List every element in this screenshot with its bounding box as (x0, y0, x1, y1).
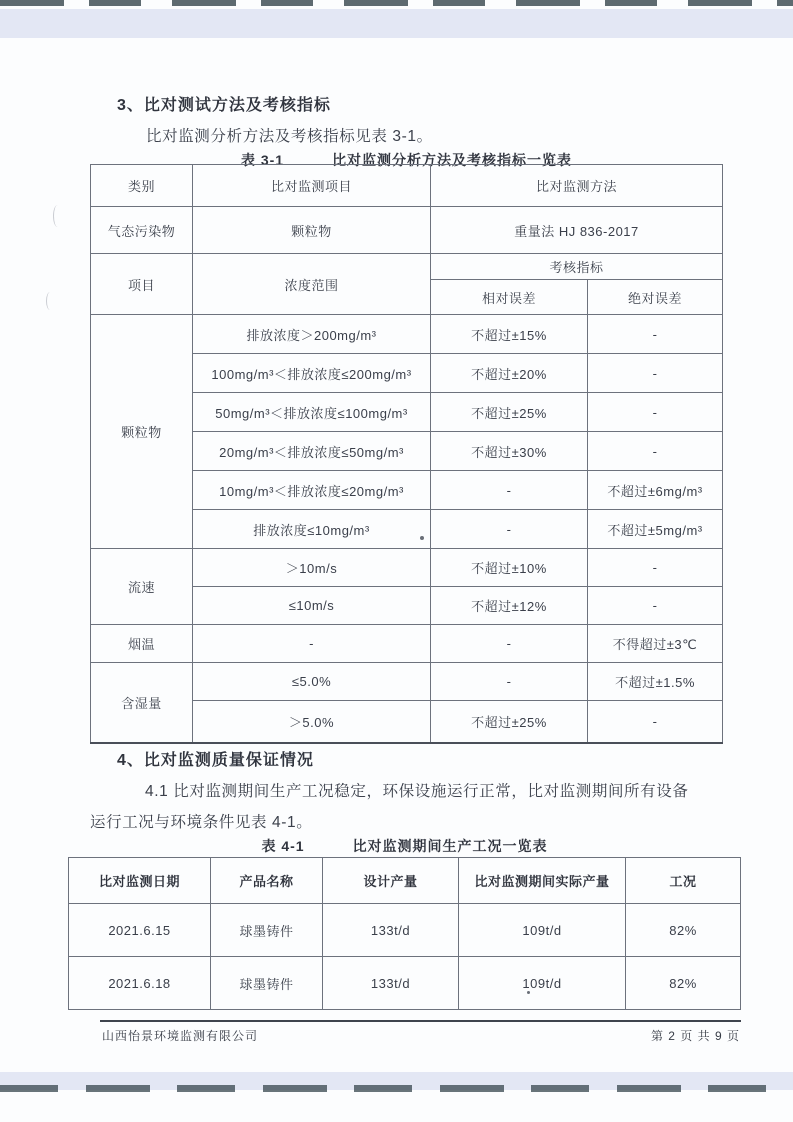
table-cell: 133t/d (323, 957, 459, 1010)
table-cell: 排放浓度≤10mg/m³ (193, 510, 431, 549)
table-cell: - (588, 701, 723, 743)
t41-header-product: 产品名称 (211, 858, 323, 904)
table-4-1-label: 表 4-1 (261, 838, 305, 854)
scanner-edge-artifact-top (0, 0, 793, 6)
section-3-intro: 比对监测分析方法及考核指标见表 3-1。 (146, 128, 433, 145)
t31-subheader-relative-error: 相对误差 (431, 280, 588, 315)
scanner-edge-artifact-bottom (0, 1085, 793, 1092)
particulate-category-cell: 颗粒物 (91, 315, 193, 549)
t31-header-method: 比对监测方法 (431, 165, 723, 207)
table-cell: 109t/d (459, 904, 626, 957)
t41-header-date: 比对监测日期 (69, 858, 211, 904)
t31-mid-header-project: 项目 (91, 254, 193, 315)
table-cell: 100mg/m³＜排放浓度≤200mg/m³ (193, 354, 431, 393)
t31-header-category: 类别 (91, 165, 193, 207)
table-row (91, 254, 723, 280)
table-cell: 20mg/m³＜排放浓度≤50mg/m³ (193, 432, 431, 471)
section-4-heading: 4、比对监测质量保证情况 (117, 752, 314, 769)
table-row (69, 858, 741, 904)
table-4-1-caption (68, 836, 741, 856)
table-cell: 不超过±20% (431, 354, 588, 393)
temp-category-cell: 烟温 (91, 625, 193, 663)
table-cell: - (431, 625, 588, 663)
table-4-1-title: 比对监测期间生产工况一览表 (352, 838, 548, 854)
table-cell: 133t/d (323, 904, 459, 957)
table-cell: 不超过±25% (431, 701, 588, 743)
t31-subheader-absolute-error: 绝对误差 (588, 280, 723, 315)
table-cell: 82% (626, 904, 741, 957)
table-cell: ≤5.0% (193, 663, 431, 701)
humidity-category-cell: 含湿量 (91, 663, 193, 743)
table-cell: - (193, 625, 431, 663)
table-cell: - (588, 549, 723, 587)
scan-pencil-mark (53, 205, 62, 227)
scan-speckle (420, 536, 424, 540)
gaseous-item-cell: 颗粒物 (193, 207, 431, 254)
table-cell: - (431, 471, 588, 510)
footer-page-number: 第 2 页 共 9 页 (650, 1029, 740, 1043)
velocity-category-cell: 流速 (91, 549, 193, 625)
table-cell: - (588, 587, 723, 625)
table-cell: 2021.6.18 (69, 957, 211, 1010)
t41-header-design-output: 设计产量 (323, 858, 459, 904)
footer-rule (100, 1020, 741, 1022)
table-3-1-title: 比对监测分析方法及考核指标一览表 (332, 152, 573, 168)
table-row (91, 165, 723, 207)
gaseous-category-cell: 气态污染物 (91, 207, 193, 254)
table-cell: - (431, 663, 588, 701)
table-cell: - (588, 393, 723, 432)
table-cell: 球墨铸件 (211, 957, 323, 1010)
section-4-paragraph-line2: 运行工况与环境条件见表 4-1。 (90, 814, 313, 831)
scan-speckle (527, 991, 530, 994)
scan-pencil-mark (46, 292, 54, 310)
table-cell: - (588, 354, 723, 393)
table-cell: 50mg/m³＜排放浓度≤100mg/m³ (193, 393, 431, 432)
t31-header-item: 比对监测项目 (193, 165, 431, 207)
section-4-paragraph-line1: 4.1 比对监测期间生产工况稳定，环保设施运行正常，比对监测期间所有设备 (145, 783, 689, 800)
table-cell: 2021.6.15 (69, 904, 211, 957)
table-4-1 (68, 857, 741, 1010)
table-cell: 排放浓度＞200mg/m³ (193, 315, 431, 354)
table-cell: 不超过±5mg/m³ (588, 510, 723, 549)
t41-header-load: 工况 (626, 858, 741, 904)
table-cell: 不超过±15% (431, 315, 588, 354)
table-cell: 不超过±30% (431, 432, 588, 471)
table-3-1-label: 表 3-1 (240, 152, 285, 168)
table-row (91, 549, 723, 587)
table-cell: 不超过±25% (431, 393, 588, 432)
table-cell: - (431, 510, 588, 549)
scan-background-band-top (0, 9, 793, 38)
table-row (91, 315, 723, 354)
table-cell: 10mg/m³＜排放浓度≤20mg/m³ (193, 471, 431, 510)
table-cell: 不超过±6mg/m³ (588, 471, 723, 510)
table-3-1 (90, 164, 723, 744)
table-row (91, 663, 723, 701)
table-cell: 82% (626, 957, 741, 1010)
table-cell: ＞5.0% (193, 701, 431, 743)
table-cell: 109t/d (459, 957, 626, 1010)
table-cell: 不超过±1.5% (588, 663, 723, 701)
section-3-heading: 3、比对测试方法及考核指标 (117, 97, 331, 114)
t41-header-actual-output: 比对监测期间实际产量 (459, 858, 626, 904)
footer-company-name: 山西怡景环境监测有限公司 (102, 1029, 259, 1043)
table-cell: 不超过±10% (431, 549, 588, 587)
table-cell: ≤10m/s (193, 587, 431, 625)
table-row (91, 625, 723, 663)
table-row (69, 904, 741, 957)
gaseous-method-cell: 重量法 HJ 836-2017 (431, 207, 723, 254)
t31-mid-header-group: 考核指标 (431, 254, 723, 280)
table-cell: - (588, 432, 723, 471)
table-row (69, 957, 741, 1010)
table-cell: - (588, 315, 723, 354)
table-cell: 球墨铸件 (211, 904, 323, 957)
table-row (91, 207, 723, 254)
table-cell: 不超过±12% (431, 587, 588, 625)
table-cell: 不得超过±3℃ (588, 625, 723, 663)
table-cell: ＞10m/s (193, 549, 431, 587)
page-footer (102, 1027, 740, 1044)
t31-mid-header-range: 浓度范围 (193, 254, 431, 315)
